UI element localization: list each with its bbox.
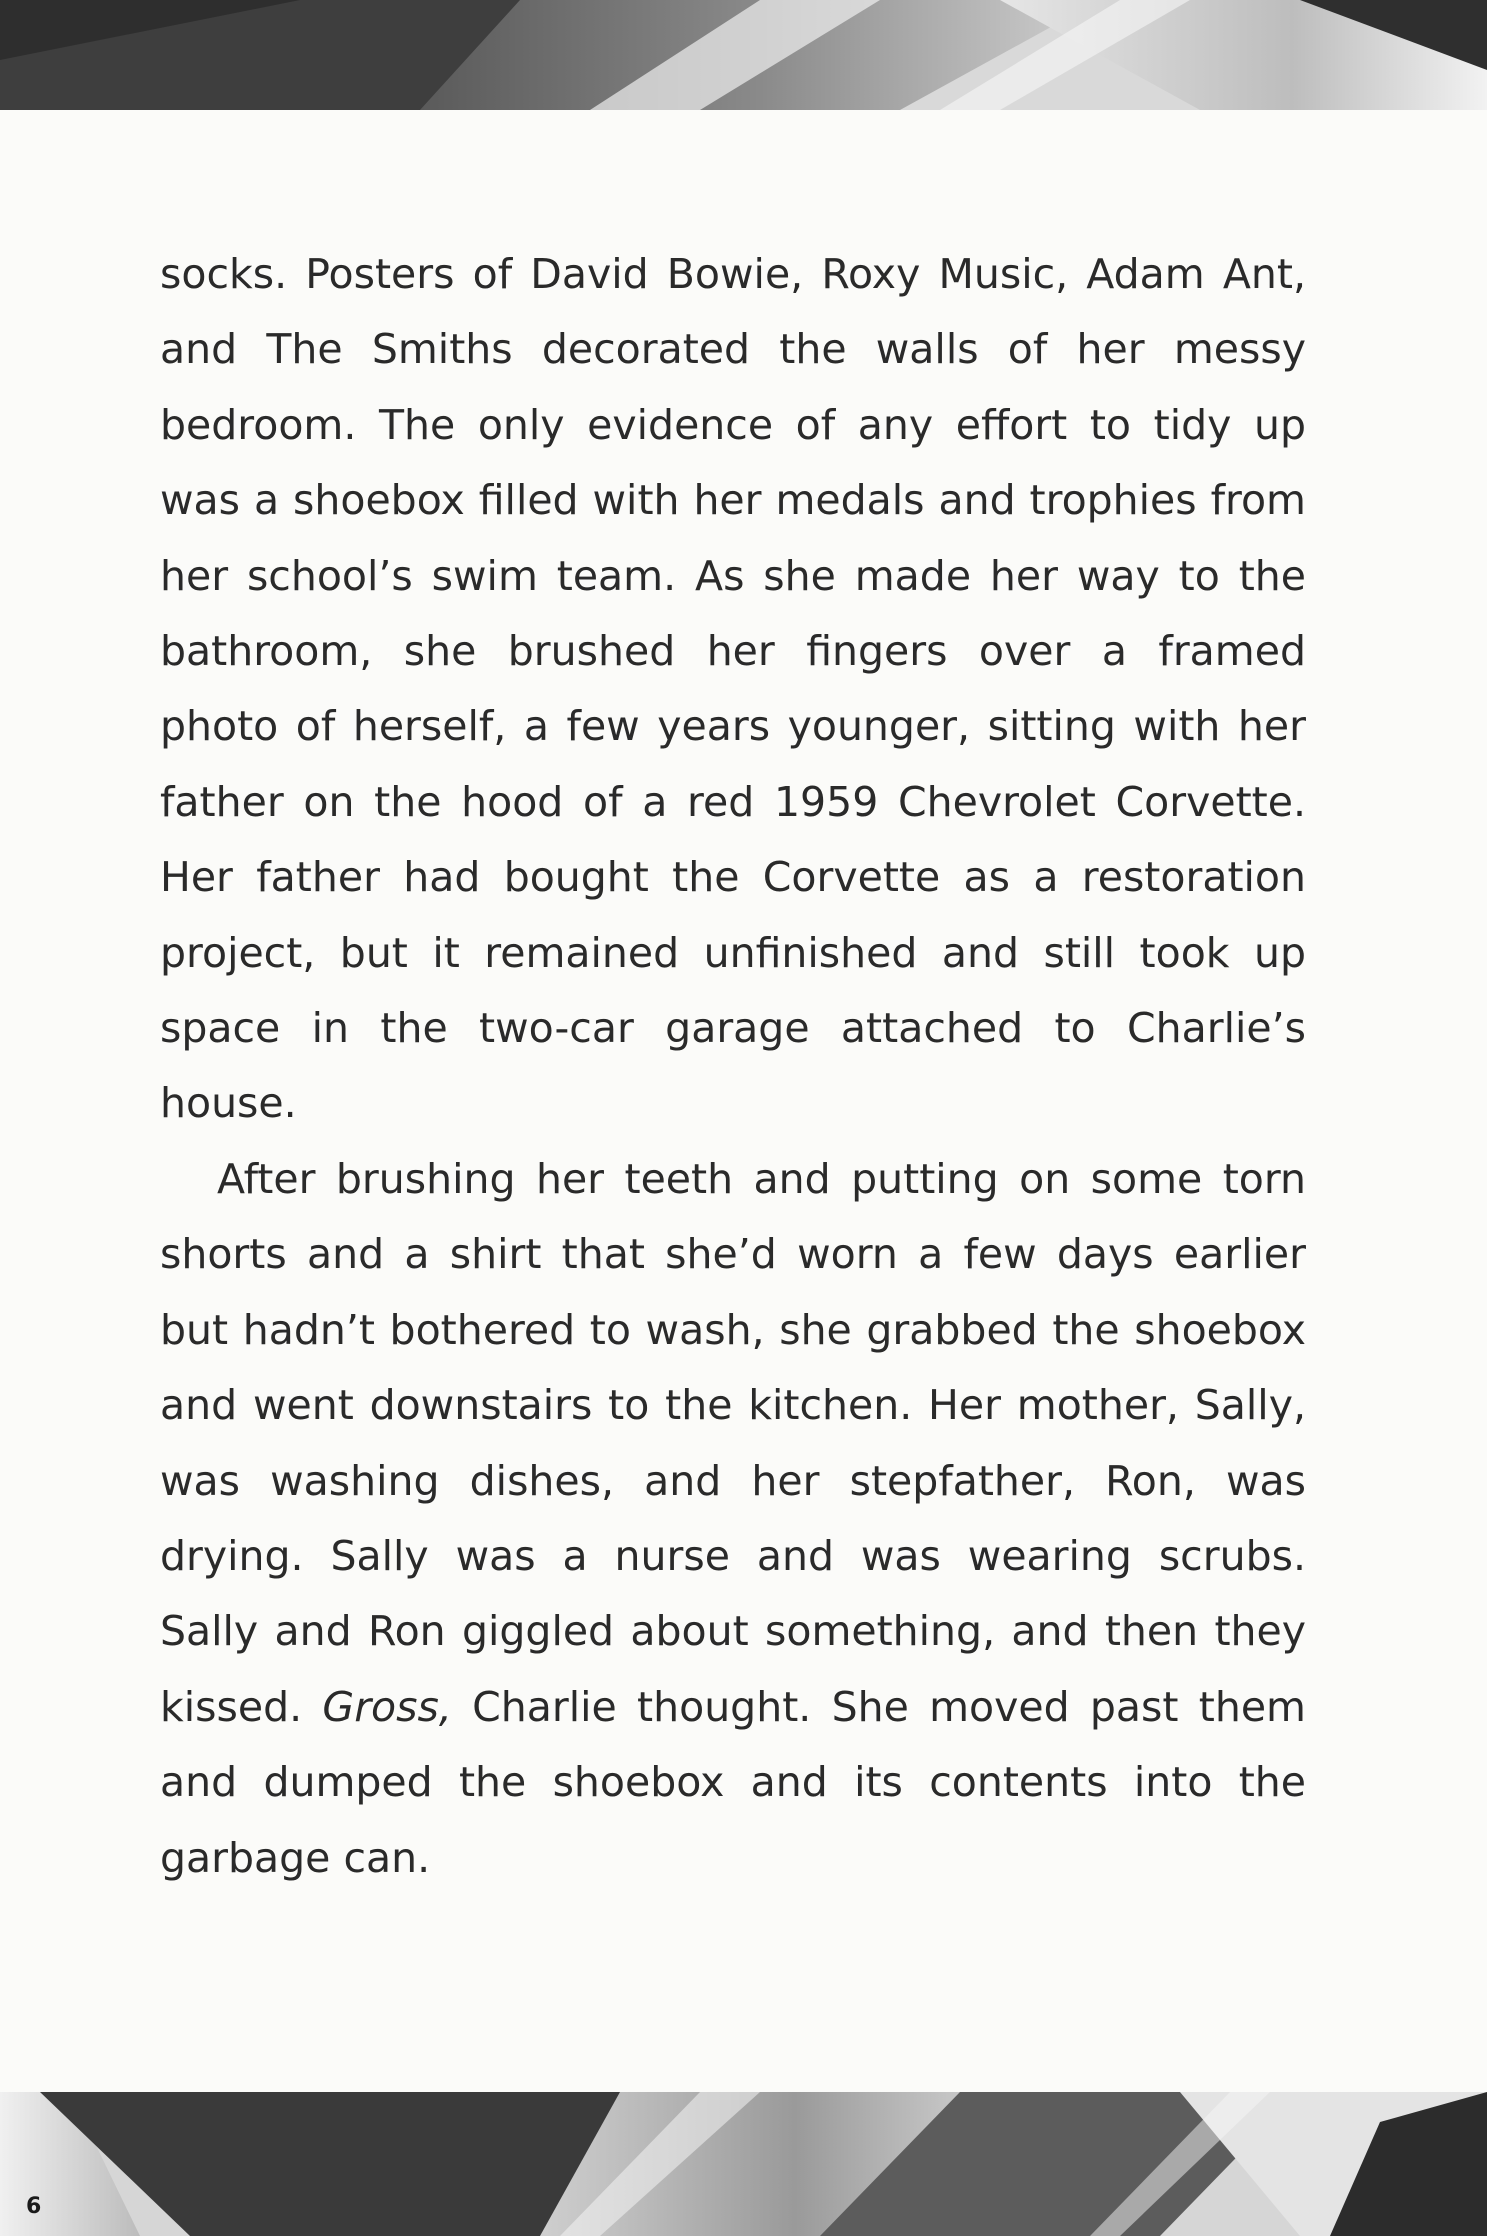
bottom-band-graphic bbox=[0, 2092, 1487, 2236]
top-decorative-band bbox=[0, 0, 1487, 110]
paragraph-2-text-end: Charlie thought. She moved past them and dumped the shoebox and its contents into the garbage can. bbox=[160, 1682, 1306, 1882]
paragraph-1: socks. Posters of David Bowie, Roxy Music, Adam Ant, and The Smiths decorated the walls of her messy bedroom. The only evidence of any effort to tidy up was a shoebox filled with her medals and trophies from her school’s swim team. As she made her way to the bathroom, she brushed her fingers over a framed photo of herself, a few years younger, sitting with her father on the hood of a red 1959 Chevrolet Corvette. Her father had bought the Corvette as a restoration project, but it remained unfinished and still took up space in the two-car garage attached to Charlie’s house. bbox=[160, 250, 1306, 1128]
bottom-decorative-band bbox=[0, 2092, 1487, 2236]
body-text bbox=[160, 237, 1306, 1896]
top-band-graphic bbox=[0, 0, 1487, 110]
page-number: 6 bbox=[26, 2194, 42, 2219]
italic-word: Gross, bbox=[322, 1682, 452, 1731]
paragraph-2 bbox=[160, 1142, 1306, 1896]
paragraph-2-text-start: After brushing her teeth and putting on some torn shorts and a shirt that she’d worn a few days earlier but hadn’t bothered to wash, she grabbed the shoebox and went downstairs to the kitchen. Her mother, Sally, was washing dishes, and her stepfather, Ron, was drying. Sally was a nurse and was wearing scrubs. Sally and Ron giggled about something, and then they kissed. bbox=[160, 1154, 1306, 1731]
